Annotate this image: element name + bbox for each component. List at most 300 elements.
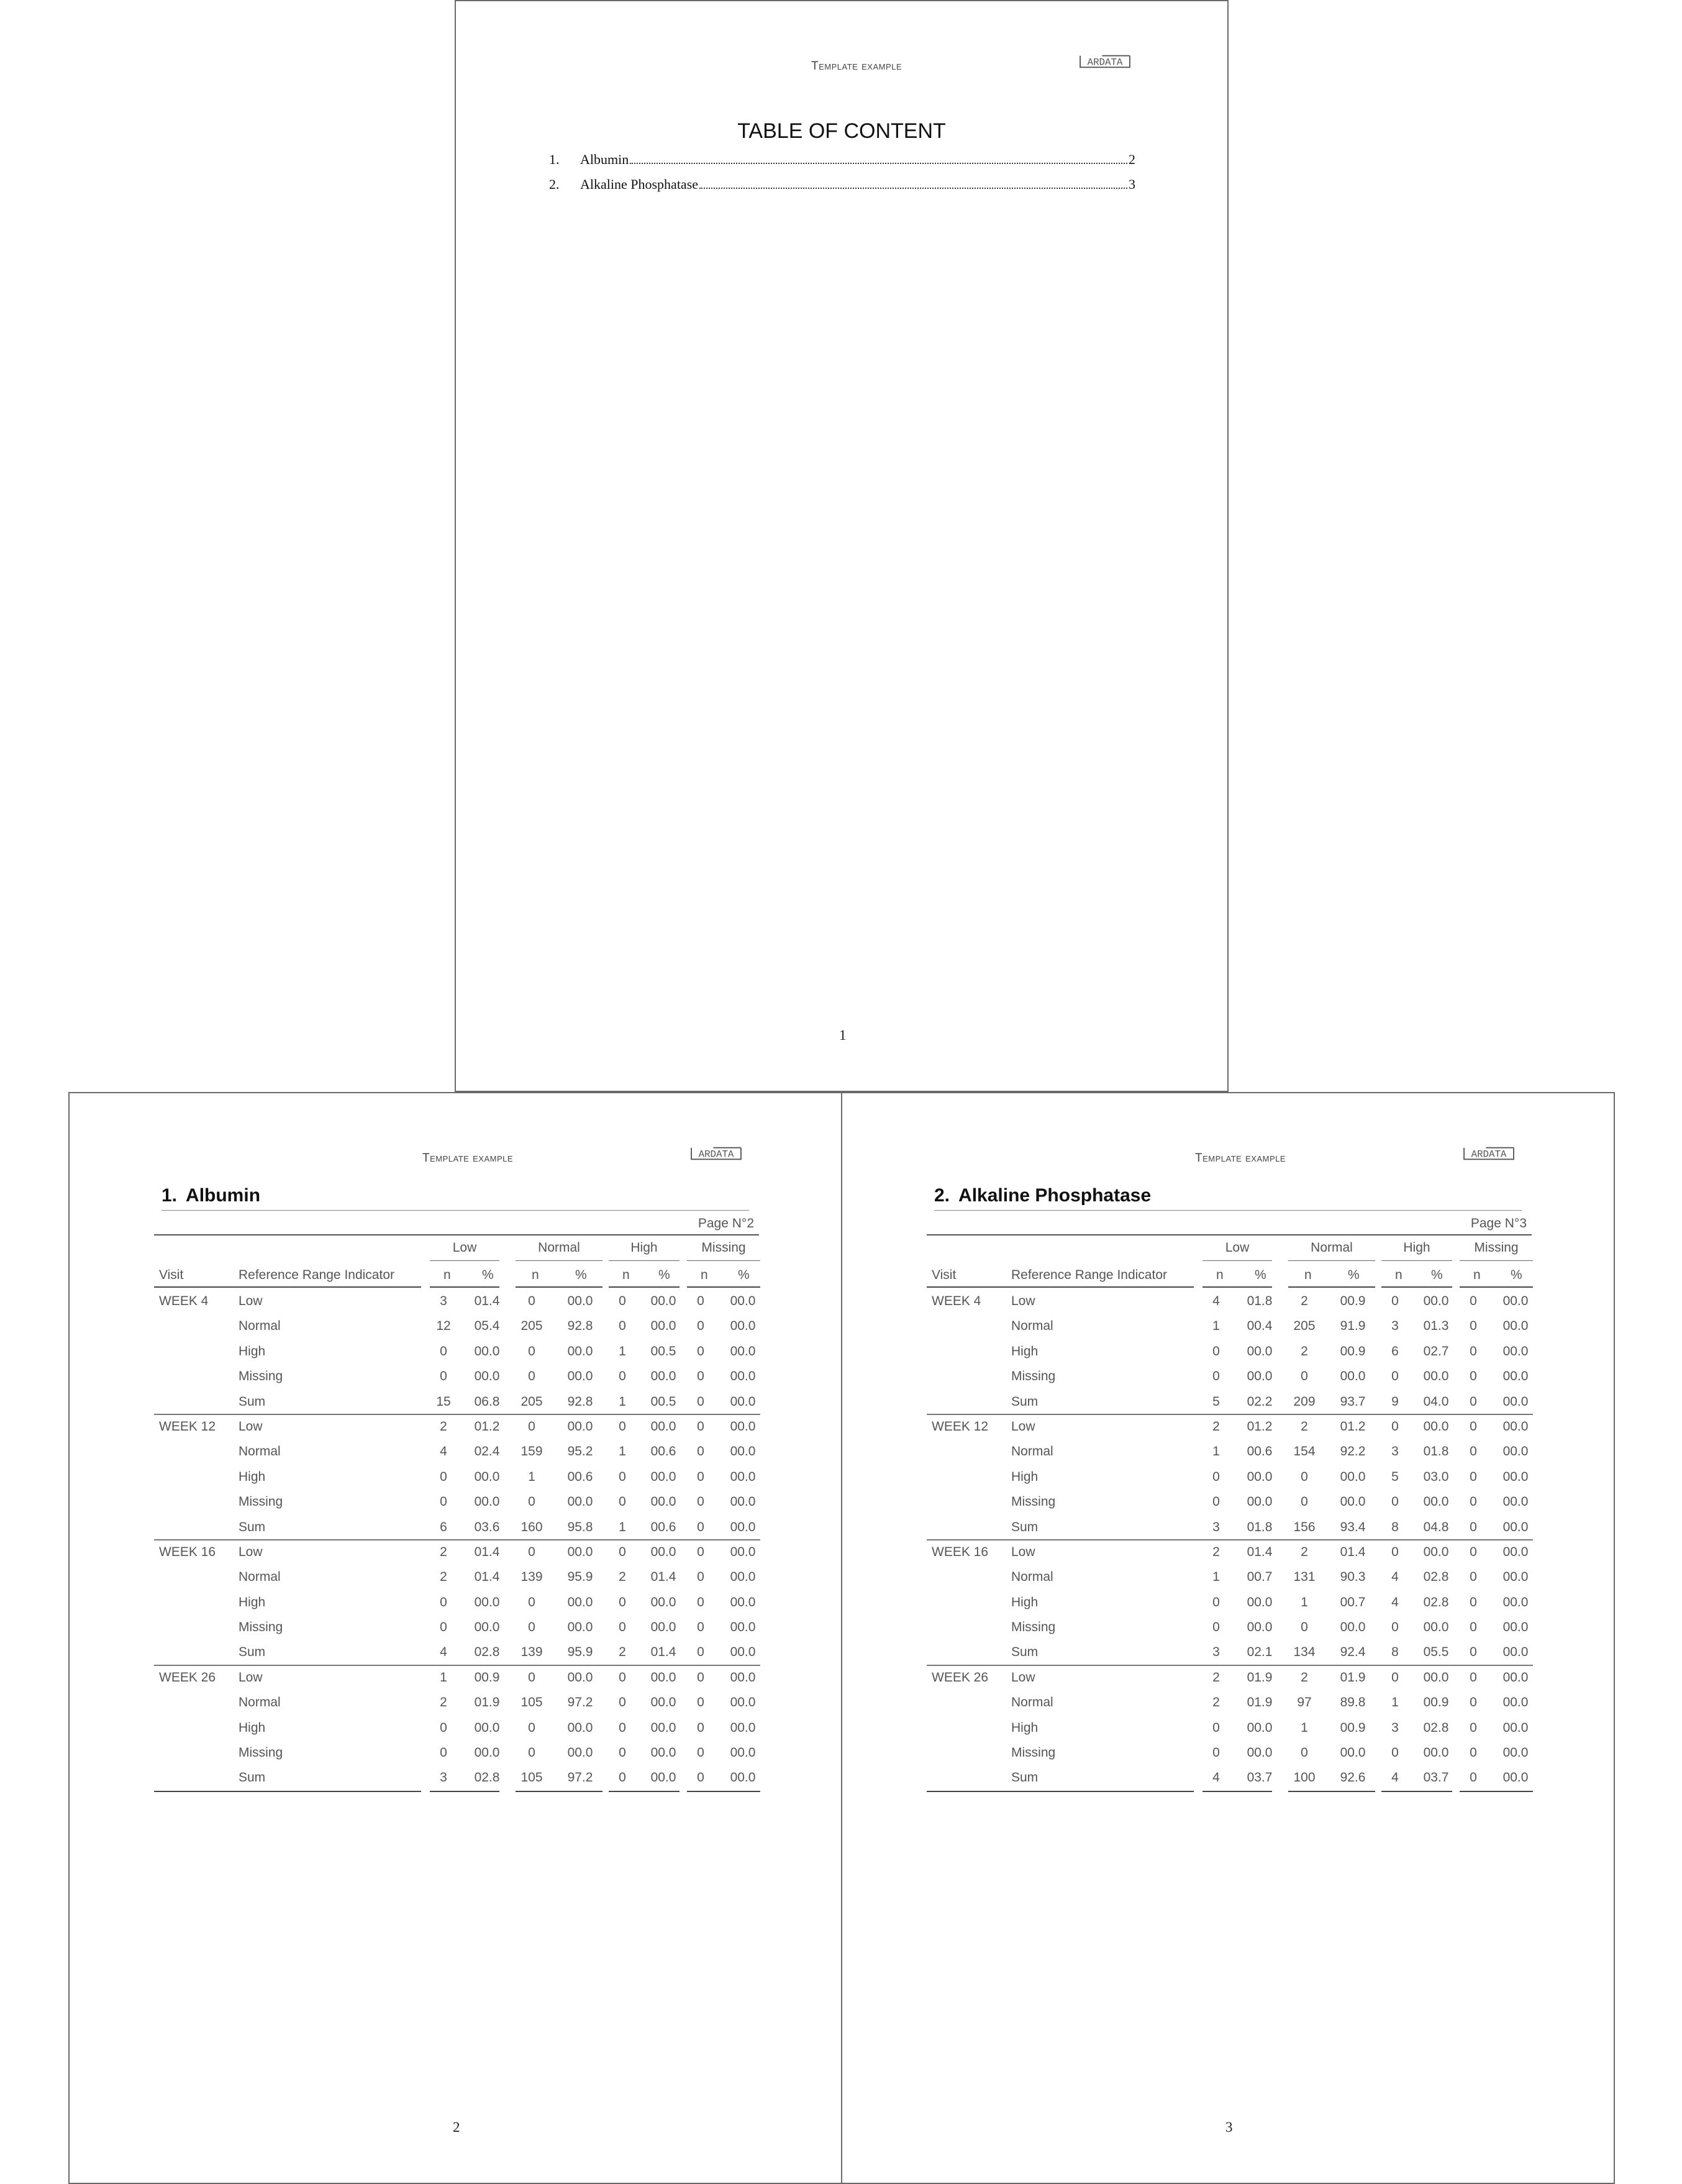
percent-cell: 00.0 — [1423, 1294, 1449, 1308]
indicator-cell: Sum — [239, 1519, 266, 1534]
toc-leader-dots — [699, 188, 1127, 189]
n-header: n — [622, 1268, 630, 1282]
count-cell: 4 — [440, 1645, 447, 1660]
count-cell: 0 — [1470, 1319, 1477, 1334]
percent-cell: 95.9 — [567, 1570, 593, 1585]
indicator-cell: Normal — [239, 1444, 281, 1459]
indicator-cell: High — [239, 1344, 266, 1358]
count-cell: 0 — [697, 1595, 704, 1609]
indicator-cell: Sum — [239, 1770, 266, 1785]
percent-cell: 04.8 — [1423, 1519, 1449, 1534]
subheader-missing — [687, 1262, 760, 1288]
table-row — [154, 1390, 759, 1414]
count-cell: 0 — [528, 1344, 535, 1358]
table-row — [154, 1515, 759, 1540]
page-reference: Page N°2 — [154, 1213, 759, 1235]
count-cell: 0 — [1212, 1745, 1220, 1760]
count-cell: 0 — [619, 1369, 626, 1384]
indicator-cell: Low — [1011, 1544, 1035, 1559]
percent-cell: 92.4 — [1340, 1645, 1366, 1660]
indicator-cell: Normal — [239, 1570, 281, 1585]
count-cell: 0 — [619, 1670, 626, 1685]
percent-cell: 01.9 — [474, 1695, 500, 1710]
count-cell: 0 — [1391, 1419, 1399, 1434]
indicator-cell: Low — [239, 1419, 263, 1434]
indicator-cell: Normal — [1011, 1695, 1053, 1710]
toc-entry-page: 2 — [1129, 152, 1135, 167]
visit-cell: WEEK 26 — [159, 1670, 216, 1685]
percent-cell: 00.9 — [1340, 1344, 1366, 1358]
indicator-cell: Missing — [1011, 1495, 1056, 1509]
count-cell: 0 — [697, 1419, 704, 1434]
count-cell: 0 — [440, 1495, 447, 1509]
percent-cell: 00.0 — [650, 1469, 676, 1484]
table-bottom-rule — [927, 1791, 1194, 1792]
percent-cell: 00.0 — [650, 1720, 676, 1735]
count-cell: 0 — [1391, 1620, 1399, 1635]
percent-cell: 01.4 — [474, 1570, 500, 1585]
table-row — [154, 1414, 759, 1439]
section-number: 1. — [161, 1185, 178, 1206]
page-number: 2 — [453, 2119, 460, 2135]
svg-text:ARDATA: ARDATA — [698, 1149, 734, 1160]
count-cell: 4 — [1212, 1294, 1220, 1308]
percent-cell: 01.2 — [474, 1419, 500, 1434]
count-cell: 0 — [1470, 1394, 1477, 1409]
percent-cell: 01.9 — [1247, 1670, 1273, 1685]
n-header: n — [532, 1268, 539, 1282]
table-row — [154, 1490, 759, 1514]
percent-cell: 00.0 — [730, 1745, 756, 1760]
page-3 — [841, 1092, 1615, 2184]
page-2 — [68, 1092, 842, 2184]
count-cell: 0 — [1212, 1495, 1220, 1509]
table-row — [927, 1515, 1532, 1540]
percent-cell: 00.0 — [1340, 1369, 1366, 1384]
count-cell: 0 — [1470, 1519, 1477, 1534]
count-cell: 0 — [1470, 1695, 1477, 1710]
indicator-cell: High — [1011, 1595, 1039, 1609]
count-cell: 160 — [521, 1519, 543, 1534]
subheader-high — [609, 1262, 680, 1288]
percent-cell: 00.0 — [1502, 1495, 1529, 1509]
count-cell: 0 — [1470, 1469, 1477, 1484]
count-cell: 0 — [619, 1595, 626, 1609]
percent-cell: 00.0 — [1423, 1544, 1449, 1559]
count-cell: 0 — [697, 1369, 704, 1384]
count-cell: 105 — [521, 1770, 543, 1785]
page-number: 3 — [1225, 2119, 1233, 2135]
count-cell: 0 — [697, 1495, 704, 1509]
percent-cell: 00.0 — [650, 1495, 676, 1509]
percent-cell: 00.0 — [474, 1344, 500, 1358]
percent-cell: 00.0 — [650, 1595, 676, 1609]
percent-cell: 01.4 — [650, 1645, 676, 1660]
table-grid — [927, 1235, 1532, 1791]
indicator-cell: Sum — [1011, 1770, 1039, 1785]
table-row — [154, 1590, 759, 1615]
count-cell: 0 — [619, 1720, 626, 1735]
percent-cell: 00.9 — [1340, 1720, 1366, 1735]
count-cell: 0 — [619, 1695, 626, 1710]
percent-cell: 00.0 — [1340, 1495, 1366, 1509]
percent-cell: 00.0 — [730, 1344, 756, 1358]
indicator-cell: Missing — [1011, 1745, 1056, 1760]
indicator-cell: Low — [239, 1670, 263, 1685]
toc-leader-dots — [630, 163, 1127, 164]
count-cell: 2 — [1212, 1670, 1220, 1685]
n-header: n — [1395, 1268, 1402, 1282]
count-cell: 4 — [440, 1444, 447, 1459]
table-row — [927, 1289, 1532, 1314]
percent-cell: 00.0 — [730, 1419, 756, 1434]
percent-header: % — [1348, 1268, 1360, 1282]
visit-cell: WEEK 16 — [932, 1544, 989, 1559]
table-bottom-rule — [430, 1791, 499, 1792]
table-row — [927, 1439, 1532, 1464]
count-cell: 0 — [619, 1770, 626, 1785]
percent-cell: 00.7 — [1247, 1570, 1273, 1585]
percent-cell: 00.0 — [730, 1544, 756, 1559]
count-cell: 8 — [1391, 1519, 1399, 1534]
table-row — [154, 1765, 759, 1790]
count-cell: 0 — [1470, 1745, 1477, 1760]
count-cell: 0 — [697, 1695, 704, 1710]
percent-cell: 02.8 — [1423, 1720, 1449, 1735]
count-cell: 0 — [1301, 1469, 1308, 1484]
table-row — [154, 1640, 759, 1665]
percent-cell: 02.8 — [1423, 1595, 1449, 1609]
percent-cell: 00.0 — [650, 1670, 676, 1685]
percent-cell: 00.0 — [1502, 1469, 1529, 1484]
summary-table — [927, 1213, 1532, 1791]
percent-cell: 00.0 — [730, 1519, 756, 1534]
visit-cell: WEEK 4 — [159, 1294, 209, 1308]
percent-cell: 01.4 — [650, 1570, 676, 1585]
indicator-cell: Normal — [1011, 1570, 1053, 1585]
visit-cell: WEEK 16 — [159, 1544, 216, 1559]
count-cell: 9 — [1391, 1394, 1399, 1409]
percent-cell: 95.9 — [567, 1645, 593, 1660]
percent-cell: 00.0 — [1502, 1444, 1529, 1459]
count-cell: 0 — [1301, 1620, 1308, 1635]
count-cell: 0 — [1470, 1444, 1477, 1459]
svg-text:ARDATA: ARDATA — [1087, 57, 1123, 68]
toc-entry-label: Alkaline Phosphatase — [580, 176, 699, 192]
toc-entry-num: 1. — [549, 152, 560, 167]
count-cell: 3 — [1391, 1720, 1399, 1735]
count-cell: 0 — [619, 1620, 626, 1635]
table-row — [154, 1565, 759, 1590]
percent-cell: 00.0 — [1502, 1745, 1529, 1760]
count-cell: 4 — [1212, 1770, 1220, 1785]
count-cell: 4 — [1391, 1595, 1399, 1609]
percent-cell: 92.6 — [1340, 1770, 1366, 1785]
count-cell: 2 — [1301, 1419, 1308, 1434]
percent-cell: 00.0 — [730, 1319, 756, 1334]
indicator-cell: Missing — [239, 1369, 283, 1384]
percent-cell: 03.6 — [474, 1519, 500, 1534]
count-cell: 4 — [1391, 1570, 1399, 1585]
count-cell: 0 — [697, 1570, 704, 1585]
percent-cell: 00.6 — [650, 1444, 676, 1459]
indicator-cell: Missing — [239, 1745, 283, 1760]
count-cell: 0 — [1470, 1720, 1477, 1735]
percent-cell: 00.0 — [1423, 1745, 1449, 1760]
count-cell: 0 — [1391, 1294, 1399, 1308]
header-text: Template example — [811, 60, 902, 73]
count-cell: 2 — [1301, 1544, 1308, 1559]
table-row — [927, 1465, 1532, 1490]
percent-cell: 00.0 — [730, 1695, 756, 1710]
table-row — [927, 1565, 1532, 1590]
indicator-cell: Missing — [1011, 1620, 1056, 1635]
percent-cell: 00.0 — [730, 1620, 756, 1635]
table-row — [154, 1740, 759, 1765]
count-cell: 97 — [1297, 1695, 1312, 1710]
toc-entry-label: Albumin — [580, 152, 629, 167]
percent-cell: 00.0 — [1502, 1394, 1529, 1409]
table-row — [154, 1439, 759, 1464]
count-cell: 0 — [697, 1670, 704, 1685]
percent-cell: 90.3 — [1340, 1570, 1366, 1585]
percent-cell: 00.0 — [567, 1419, 593, 1434]
count-cell: 0 — [440, 1369, 447, 1384]
table-row — [154, 1314, 759, 1339]
count-cell: 0 — [1212, 1720, 1220, 1735]
count-cell: 205 — [521, 1319, 543, 1334]
percent-cell: 00.0 — [567, 1670, 593, 1685]
count-cell: 2 — [1301, 1670, 1308, 1685]
table-row — [154, 1716, 759, 1740]
percent-cell: 91.9 — [1340, 1319, 1366, 1334]
count-cell: 6 — [1391, 1344, 1399, 1358]
count-cell: 0 — [440, 1620, 447, 1635]
percent-cell: 01.4 — [1340, 1544, 1366, 1559]
indicator-cell: Sum — [1011, 1394, 1039, 1409]
column-header-row — [927, 1262, 1532, 1288]
count-cell: 156 — [1293, 1519, 1316, 1534]
count-cell: 0 — [1470, 1620, 1477, 1635]
count-cell: 3 — [440, 1770, 447, 1785]
count-cell: 2 — [1212, 1695, 1220, 1710]
group-header-missing: Missing — [687, 1235, 760, 1261]
percent-cell: 00.0 — [730, 1720, 756, 1735]
table-bottom-rule — [1460, 1791, 1533, 1792]
percent-cell: 00.0 — [567, 1620, 593, 1635]
percent-cell: 02.8 — [474, 1770, 500, 1785]
percent-header: % — [658, 1268, 670, 1282]
table-row — [927, 1665, 1532, 1690]
ardata-logo — [1077, 53, 1133, 70]
percent-cell: 01.8 — [1247, 1294, 1273, 1308]
percent-cell: 97.2 — [567, 1695, 593, 1710]
percent-cell: 00.0 — [730, 1469, 756, 1484]
percent-cell: 93.4 — [1340, 1519, 1366, 1534]
percent-cell: 00.0 — [650, 1620, 676, 1635]
count-cell: 0 — [619, 1544, 626, 1559]
count-cell: 0 — [619, 1495, 626, 1509]
count-cell: 0 — [1470, 1419, 1477, 1434]
percent-cell: 93.7 — [1340, 1394, 1366, 1409]
table-row — [927, 1740, 1532, 1765]
percent-cell: 05.4 — [474, 1319, 500, 1334]
percent-cell: 01.4 — [474, 1544, 500, 1559]
table-row — [927, 1490, 1532, 1514]
count-cell: 139 — [521, 1570, 543, 1585]
toc-entry[interactable] — [549, 174, 1135, 193]
ardata-logo — [1461, 1145, 1517, 1162]
count-cell: 0 — [697, 1544, 704, 1559]
count-cell: 1 — [619, 1344, 626, 1358]
count-cell: 100 — [1293, 1770, 1316, 1785]
column-header-row — [154, 1262, 759, 1288]
count-cell: 0 — [697, 1394, 704, 1409]
percent-header: % — [1511, 1268, 1522, 1282]
percent-cell: 00.0 — [730, 1495, 756, 1509]
count-cell: 3 — [1212, 1645, 1220, 1660]
table-bottom-rule — [154, 1791, 421, 1792]
indicator-cell: Normal — [1011, 1444, 1053, 1459]
count-cell: 4 — [1391, 1770, 1399, 1785]
indicator-cell: Low — [1011, 1419, 1035, 1434]
count-cell: 12 — [436, 1319, 451, 1334]
percent-cell: 02.4 — [474, 1444, 500, 1459]
indicator-cell: Sum — [1011, 1519, 1039, 1534]
table-bottom-rule — [516, 1791, 602, 1792]
percent-cell: 04.0 — [1423, 1394, 1449, 1409]
count-cell: 209 — [1293, 1394, 1316, 1409]
subheader-high — [1381, 1262, 1452, 1288]
table-row — [927, 1364, 1532, 1389]
indicator-cell: Missing — [239, 1495, 283, 1509]
table-row — [927, 1590, 1532, 1615]
percent-cell: 00.0 — [474, 1620, 500, 1635]
count-cell: 2 — [440, 1695, 447, 1710]
toc-entry[interactable] — [549, 149, 1135, 168]
percent-cell: 00.9 — [1423, 1695, 1449, 1710]
count-cell: 0 — [619, 1469, 626, 1484]
indicator-cell: High — [1011, 1720, 1039, 1735]
count-cell: 0 — [697, 1469, 704, 1484]
indicator-cell: High — [239, 1595, 266, 1609]
visit-header-label: Visit — [159, 1268, 184, 1282]
count-cell: 3 — [1391, 1444, 1399, 1459]
group-header-missing: Missing — [1460, 1235, 1533, 1261]
percent-cell: 00.0 — [1247, 1344, 1273, 1358]
percent-cell: 02.1 — [1247, 1645, 1273, 1660]
count-cell: 205 — [1293, 1319, 1316, 1334]
count-cell: 2 — [1212, 1544, 1220, 1559]
count-cell: 5 — [1212, 1394, 1220, 1409]
table-bottom-rule — [1381, 1791, 1452, 1792]
count-cell: 0 — [697, 1519, 704, 1534]
percent-cell: 00.0 — [1502, 1519, 1529, 1534]
section-title-text: Albumin — [186, 1185, 261, 1206]
percent-cell: 00.0 — [1340, 1620, 1366, 1635]
percent-cell: 00.0 — [567, 1495, 593, 1509]
percent-cell: 00.0 — [730, 1595, 756, 1609]
percent-cell: 00.0 — [1340, 1745, 1366, 1760]
percent-cell: 00.0 — [1502, 1419, 1529, 1434]
count-cell: 0 — [1212, 1469, 1220, 1484]
section-title — [934, 1185, 1522, 1211]
count-cell: 0 — [1470, 1294, 1477, 1308]
percent-cell: 02.8 — [474, 1645, 500, 1660]
count-cell: 0 — [1301, 1369, 1308, 1384]
count-cell: 0 — [440, 1344, 447, 1358]
percent-cell: 97.2 — [567, 1770, 593, 1785]
percent-cell: 00.0 — [650, 1369, 676, 1384]
indicator-cell: Normal — [1011, 1319, 1053, 1334]
column-header-visit — [927, 1262, 1194, 1288]
count-cell: 0 — [528, 1495, 535, 1509]
count-cell: 2 — [440, 1570, 447, 1585]
subheader-normal — [1288, 1262, 1375, 1288]
count-cell: 1 — [1301, 1595, 1308, 1609]
count-cell: 0 — [697, 1745, 704, 1760]
n-header: n — [443, 1268, 451, 1282]
group-header-low: Low — [430, 1235, 499, 1261]
percent-cell: 00.0 — [1502, 1369, 1529, 1384]
percent-cell: 00.0 — [474, 1595, 500, 1609]
count-cell: 0 — [1470, 1645, 1477, 1660]
table-row — [927, 1615, 1532, 1640]
percent-cell: 00.9 — [1340, 1294, 1366, 1308]
percent-cell: 01.8 — [1423, 1444, 1449, 1459]
percent-cell: 00.0 — [730, 1369, 756, 1384]
section-title-text: Alkaline Phosphatase — [958, 1185, 1152, 1206]
indicator-header-label: Reference Range Indicator — [1011, 1268, 1167, 1282]
table-row — [927, 1690, 1532, 1715]
percent-cell: 92.8 — [567, 1319, 593, 1334]
table-body — [154, 1288, 759, 1791]
count-cell: 154 — [1293, 1444, 1316, 1459]
count-cell: 0 — [1391, 1369, 1399, 1384]
table-row — [154, 1465, 759, 1490]
percent-cell: 00.0 — [650, 1294, 676, 1308]
percent-cell: 06.8 — [474, 1394, 500, 1409]
subheader-low — [1202, 1262, 1272, 1288]
subheader-missing — [1460, 1262, 1533, 1288]
count-cell: 1 — [619, 1444, 626, 1459]
table-row — [154, 1540, 759, 1565]
count-cell: 0 — [697, 1720, 704, 1735]
percent-cell: 03.7 — [1247, 1770, 1273, 1785]
count-cell: 0 — [1470, 1495, 1477, 1509]
percent-cell: 00.0 — [650, 1319, 676, 1334]
count-cell: 2 — [1301, 1344, 1308, 1358]
count-cell: 134 — [1293, 1645, 1316, 1660]
percent-header: % — [1255, 1268, 1266, 1282]
visit-cell: WEEK 12 — [159, 1419, 216, 1434]
count-cell: 0 — [1391, 1544, 1399, 1559]
percent-cell: 03.0 — [1423, 1469, 1449, 1484]
count-cell: 1 — [1301, 1720, 1308, 1735]
percent-cell: 00.0 — [650, 1544, 676, 1559]
count-cell: 0 — [1391, 1745, 1399, 1760]
percent-cell: 00.0 — [474, 1495, 500, 1509]
indicator-cell: Sum — [1011, 1645, 1039, 1660]
count-cell: 0 — [619, 1419, 626, 1434]
percent-cell: 01.2 — [1247, 1419, 1273, 1434]
group-header-low: Low — [1202, 1235, 1272, 1261]
count-cell: 1 — [619, 1394, 626, 1409]
percent-cell: 01.3 — [1423, 1319, 1449, 1334]
count-cell: 0 — [528, 1544, 535, 1559]
count-cell: 0 — [1212, 1369, 1220, 1384]
percent-cell: 00.0 — [1502, 1620, 1529, 1635]
